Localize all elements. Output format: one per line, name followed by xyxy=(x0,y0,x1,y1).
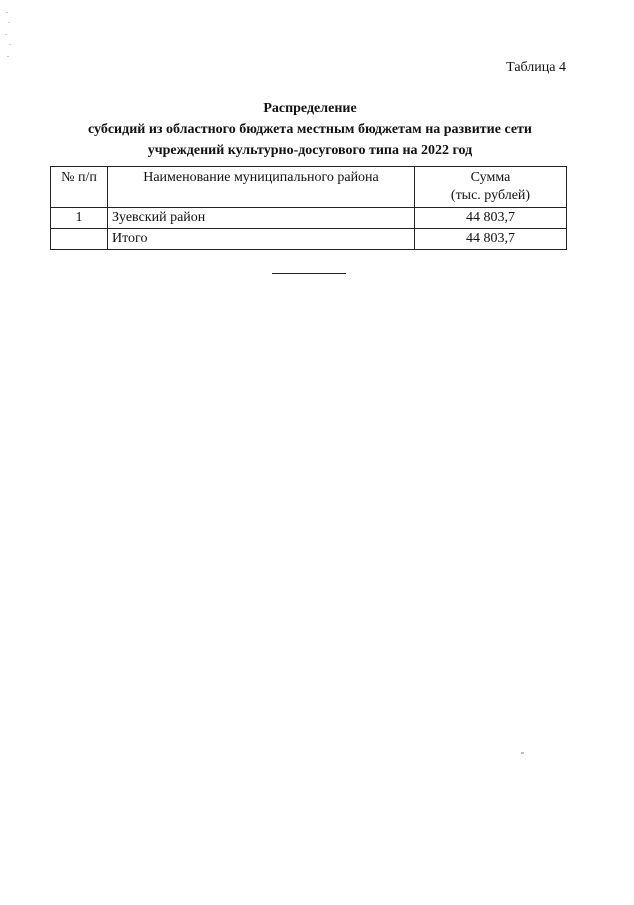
row-sum: 44 803,7 xyxy=(415,208,567,229)
header-num: № п/п xyxy=(51,167,108,208)
total-sum: 44 803,7 xyxy=(415,229,567,250)
title-line-3: учреждений культурно-досугового типа на 2022 год xyxy=(147,143,473,158)
scan-speck xyxy=(6,12,8,13)
scan-speck xyxy=(9,44,11,45)
total-num xyxy=(51,229,108,250)
subsidies-table xyxy=(50,166,567,250)
header-sum xyxy=(415,167,567,208)
scan-speck xyxy=(7,56,9,57)
total-name: Итого xyxy=(108,229,415,250)
header-sum-line-2: (тыс. рублей) xyxy=(450,188,531,203)
title-line-1: Распределение xyxy=(263,101,357,116)
header-sum-line-1: Сумма xyxy=(470,170,511,185)
header-name: Наименование муниципального района xyxy=(108,167,415,208)
row-name: Зуевский район xyxy=(108,208,415,229)
scan-speck xyxy=(5,34,7,35)
table-total-row xyxy=(51,229,567,250)
table-header-row xyxy=(51,167,567,208)
document-title xyxy=(0,98,620,161)
scan-speck xyxy=(8,22,10,23)
row-num: 1 xyxy=(51,208,108,229)
table-row xyxy=(51,208,567,229)
scan-speck xyxy=(521,752,524,754)
table-label: Таблица 4 xyxy=(506,60,566,75)
title-line-2: субсидий из областного бюджета местным бюджетам на развитие сети xyxy=(87,122,532,137)
closing-rule xyxy=(272,273,346,274)
